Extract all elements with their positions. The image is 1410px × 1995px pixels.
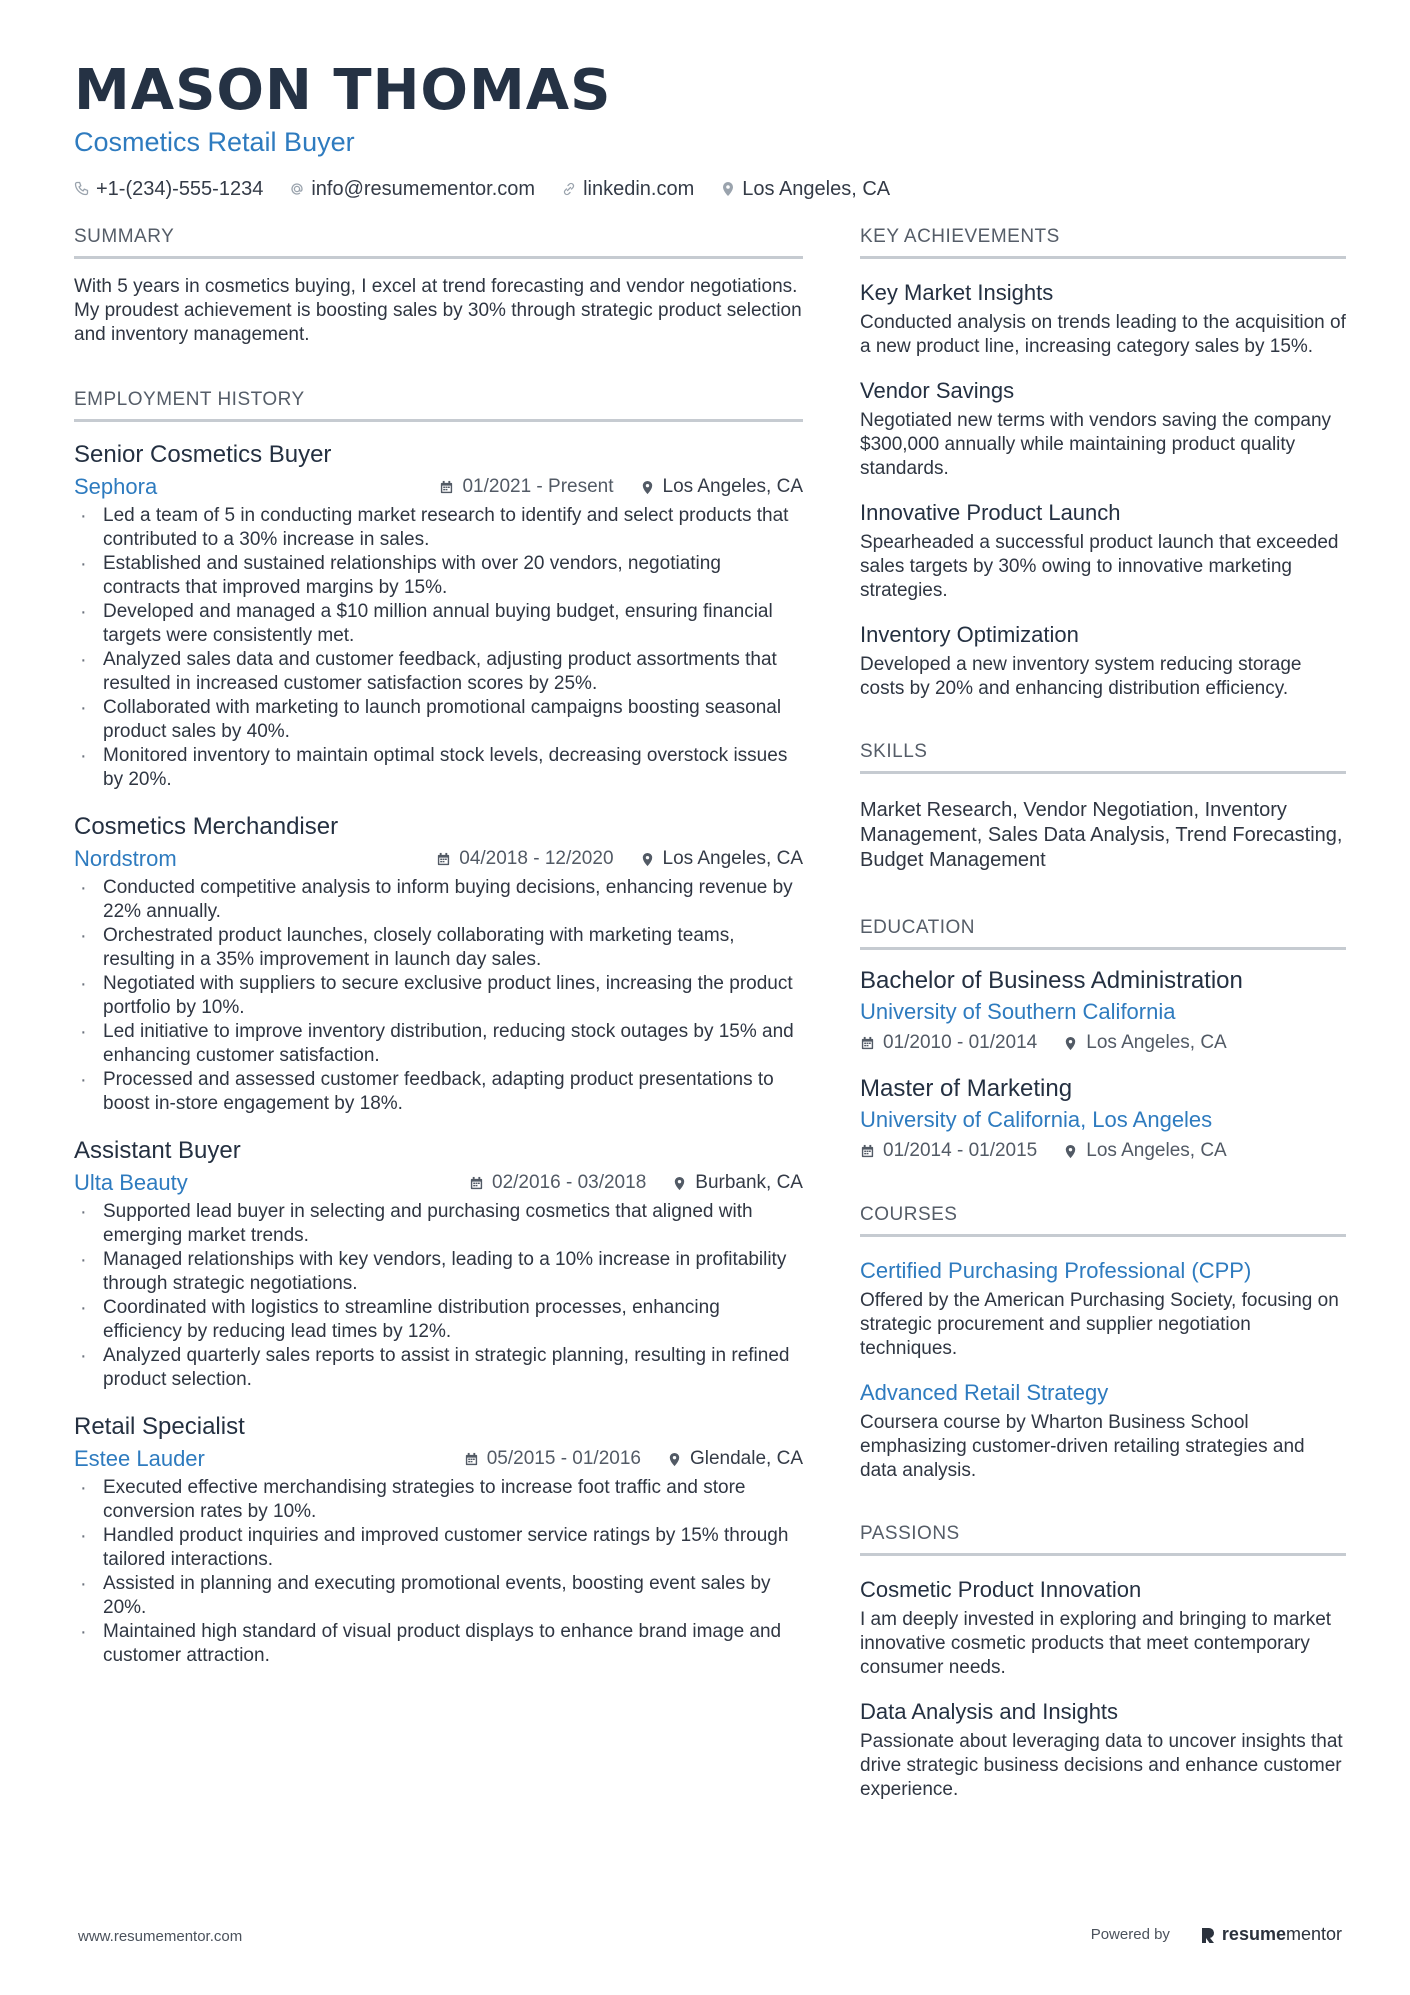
location-text: Burbank, CA	[695, 1172, 803, 1193]
course-list	[860, 1257, 1346, 1483]
job-dates	[464, 1446, 641, 1472]
passion-list	[860, 1576, 1346, 1802]
section-title: PASSIONS	[860, 1523, 1346, 1556]
location-text: Los Angeles, CA	[1086, 1140, 1227, 1161]
achievement-desc: Conducted analysis on trends leading to the acquisition of a new product line, increasing category sales by 15%.	[860, 312, 1346, 357]
location-text: Los Angeles, CA	[662, 476, 803, 497]
section-title: EMPLOYMENT HISTORY	[74, 389, 803, 422]
section-title: SKILLS	[860, 741, 1346, 774]
achievement-title: Innovative Product Launch	[860, 500, 1121, 525]
achievements-section	[860, 226, 1346, 701]
contact-phone	[74, 176, 263, 202]
education-list	[860, 966, 1346, 1164]
achievement-item	[860, 279, 1346, 359]
calendar-icon	[469, 1176, 484, 1191]
brand-mark-icon	[1200, 1926, 1216, 1944]
map-pin-icon	[1063, 1036, 1078, 1051]
school-name: University of California, Los Angeles	[860, 1107, 1213, 1132]
contact-email[interactable]	[289, 176, 535, 202]
education-meta	[860, 1030, 1346, 1056]
location-text: Los Angeles, CA	[1086, 1032, 1227, 1053]
map-pin-icon	[720, 181, 736, 197]
achievement-list	[860, 279, 1346, 701]
calendar-icon	[439, 480, 454, 495]
degree-title: Bachelor of Business Administration	[860, 967, 1243, 994]
resume-header	[74, 58, 1344, 202]
calendar-icon	[464, 1452, 479, 1467]
bullet-item: · Led a team of 5 in conducting market research to identify and select products that contributed to a 30% increase in sales.	[74, 504, 803, 552]
linkedin-link[interactable]: linkedin.com	[583, 178, 695, 200]
company-name: Nordstrom	[74, 846, 177, 871]
section-title: SUMMARY	[74, 226, 803, 259]
job-meta	[74, 1170, 803, 1196]
candidate-name: MASON THOMAS	[74, 58, 612, 123]
job-bullets	[74, 504, 803, 792]
course-desc: Offered by the American Purchasing Society, focusing on strategic procurement and supplier negotiation techniques.	[860, 1290, 1339, 1359]
contact-bar	[74, 176, 1344, 202]
summary-section	[74, 226, 803, 347]
bullet-item: · Executed effective merchandising strategies to increase foot traffic and store conversion rates by 10%.	[74, 1476, 803, 1524]
section-title: KEY ACHIEVEMENTS	[860, 226, 1346, 259]
bullet-item: · Led initiative to improve inventory distribution, reducing stock outages by 15% and enhancing customer satisfaction.	[74, 1020, 803, 1068]
job-dates	[469, 1170, 646, 1196]
contact-location	[720, 176, 890, 202]
company-name: Sephora	[74, 474, 158, 499]
job-title: Assistant Buyer	[74, 1137, 241, 1164]
course-title: Advanced Retail Strategy	[860, 1380, 1109, 1405]
bullet-item: · Monitored inventory to maintain optimal stock levels, decreasing overstock issues by 20%.	[74, 744, 803, 792]
education-dates	[860, 1030, 1037, 1056]
job-location	[640, 846, 803, 872]
achievement-title: Key Market Insights	[860, 280, 1054, 305]
contact-linkedin[interactable]	[561, 176, 694, 202]
job-bullets	[74, 1200, 803, 1392]
education-location	[1063, 1030, 1226, 1056]
bullet-item: · Supported lead buyer in selecting and purchasing cosmetics that aligned with emerging market trends.	[74, 1200, 803, 1248]
degree-title: Master of Marketing	[860, 1075, 1073, 1102]
passion-desc: I am deeply invested in exploring and bringing to market innovative cosmetic products that meet contemporary consumer needs.	[860, 1609, 1332, 1678]
courses-section	[860, 1204, 1346, 1483]
map-pin-icon	[640, 852, 655, 867]
bullet-item: · Negotiated with suppliers to secure exclusive product lines, increasing the product portfolio by 10%.	[74, 972, 803, 1020]
brand-logo[interactable]	[1200, 1924, 1342, 1945]
job-entry	[74, 1136, 803, 1392]
passion-title: Cosmetic Product Innovation	[860, 1577, 1142, 1602]
bullet-item: · Handled product inquiries and improved customer service ratings by 15% through tailored interactions.	[74, 1524, 803, 1572]
school-name: University of Southern California	[860, 999, 1176, 1024]
dates-text: 01/2014 - 01/2015	[883, 1140, 1038, 1161]
candidate-title: Cosmetics Retail Buyer	[74, 127, 355, 157]
right-column	[860, 226, 1346, 1802]
education-section	[860, 917, 1346, 1164]
education-item	[860, 1074, 1346, 1164]
company-name: Ulta Beauty	[74, 1170, 188, 1195]
left-column	[74, 226, 803, 1668]
job-list	[74, 440, 803, 1668]
passion-title: Data Analysis and Insights	[860, 1699, 1119, 1724]
map-pin-icon	[1063, 1144, 1078, 1159]
job-bullets	[74, 1476, 803, 1668]
achievement-item	[860, 499, 1346, 603]
bullet-item: · Analyzed quarterly sales reports to assist in strategic planning, resulting in refined product selection.	[74, 1344, 803, 1392]
achievement-title: Inventory Optimization	[860, 622, 1079, 647]
phone-icon	[74, 181, 90, 197]
passion-item	[860, 1576, 1346, 1680]
map-pin-icon	[672, 1176, 687, 1191]
bullet-item: · Collaborated with marketing to launch promotional campaigns boosting seasonal product sales by 40%.	[74, 696, 803, 744]
job-meta	[74, 1446, 803, 1472]
job-bullets	[74, 876, 803, 1116]
course-item	[860, 1379, 1346, 1483]
bullet-item: · Managed relationships with key vendors, leading to a 10% increase in profitability through strategic negotiations.	[74, 1248, 803, 1296]
job-title: Cosmetics Merchandiser	[74, 813, 339, 840]
bullet-item: · Processed and assessed customer feedback, adapting product presentations to boost in-store engagement by 18%.	[74, 1068, 803, 1116]
education-item	[860, 966, 1346, 1056]
link-icon	[561, 181, 577, 197]
education-location	[1063, 1138, 1226, 1164]
job-meta	[74, 846, 803, 872]
email-link[interactable]: info@resumementor.com	[311, 178, 536, 200]
bullet-item: · Developed and managed a $10 million annual buying budget, ensuring financial targets were consistently met.	[74, 600, 803, 648]
calendar-icon	[860, 1144, 875, 1159]
bullet-item: · Conducted competitive analysis to inform buying decisions, enhancing revenue by 22% annually.	[74, 876, 803, 924]
footer-branding	[1091, 1924, 1342, 1945]
education-dates	[860, 1138, 1037, 1164]
job-title: Senior Cosmetics Buyer	[74, 441, 332, 468]
course-item	[860, 1257, 1346, 1361]
powered-by-text: Powered by	[1090, 1926, 1170, 1943]
at-icon	[289, 181, 305, 197]
dates-text: 04/2018 - 12/2020	[459, 848, 614, 869]
skills-text: Market Research, Vendor Negotiation, Inventory Management, Sales Data Analysis, Trend Forecasting, Budget Management	[860, 799, 1343, 871]
passion-item	[860, 1698, 1346, 1802]
job-location	[667, 1446, 803, 1472]
job-entry	[74, 1412, 803, 1668]
achievement-desc: Developed a new inventory system reducing storage costs by 20% and enhancing distribution efficiency.	[860, 654, 1302, 699]
company-name: Estee Lauder	[74, 1446, 205, 1471]
dates-text: 01/2010 - 01/2014	[883, 1032, 1038, 1053]
job-location	[672, 1170, 803, 1196]
dates-text: 02/2016 - 03/2018	[492, 1172, 647, 1193]
location-text: Los Angeles, CA	[742, 178, 891, 200]
map-pin-icon	[667, 1452, 682, 1467]
bullet-item: · Maintained high standard of visual product displays to enhance brand image and customer attraction.	[74, 1620, 803, 1668]
bullet-item: · Established and sustained relationships with over 20 vendors, negotiating contracts that improved margins by 15%.	[74, 552, 803, 600]
job-location	[640, 474, 803, 500]
achievement-item	[860, 377, 1346, 481]
section-title: COURSES	[860, 1204, 1346, 1237]
map-pin-icon	[640, 480, 655, 495]
passions-section	[860, 1523, 1346, 1802]
bullet-item: · Orchestrated product launches, closely collaborating with marketing teams, resulting in a 35% improvement in launch day sales.	[74, 924, 803, 972]
dates-text: 05/2015 - 01/2016	[486, 1448, 641, 1469]
skills-section	[860, 741, 1346, 873]
bullet-item: · Coordinated with logistics to streamline distribution processes, enhancing efficiency by reducing lead times by 12%.	[74, 1296, 803, 1344]
bullet-item: · Assisted in planning and executing promotional events, boosting event sales by 20%.	[74, 1572, 803, 1620]
achievement-desc: Negotiated new terms with vendors saving the company $300,000 annually while maintaining product quality standards.	[860, 410, 1332, 479]
dates-text: 01/2021 - Present	[462, 476, 614, 497]
achievement-desc: Spearheaded a successful product launch that exceeded sales targets by 30% owing to innovative marketing strategies.	[860, 532, 1339, 601]
job-entry	[74, 812, 803, 1116]
achievement-item	[860, 621, 1346, 701]
brand-text-a: resume	[1221, 1924, 1286, 1944]
brand-text-b: mentor	[1285, 1924, 1342, 1944]
achievement-title: Vendor Savings	[860, 378, 1015, 403]
job-title: Retail Specialist	[74, 1413, 245, 1440]
job-meta	[74, 474, 803, 500]
employment-section	[74, 389, 803, 1668]
footer-website[interactable]: www.resumementor.com	[78, 1928, 243, 1945]
phone-text: +1-(234)-555-1234	[96, 178, 264, 200]
section-title: EDUCATION	[860, 917, 1346, 950]
calendar-icon	[436, 852, 451, 867]
location-text: Glendale, CA	[689, 1448, 803, 1469]
passion-desc: Passionate about leveraging data to uncover insights that drive strategic business decisions and enhance customer experience.	[860, 1731, 1343, 1800]
location-text: Los Angeles, CA	[662, 848, 803, 869]
job-dates	[436, 846, 613, 872]
job-dates	[439, 474, 613, 500]
course-desc: Coursera course by Wharton Business School emphasizing customer-driven retailing strategies and data analysis.	[860, 1412, 1305, 1481]
job-entry	[74, 440, 803, 792]
summary-text: With 5 years in cosmetics buying, I excel at trend forecasting and vendor negotiations. My proudest achievement is boosting sales by 30% through strategic product selection and inventory management.	[74, 276, 802, 345]
bullet-item: · Analyzed sales data and customer feedback, adjusting product assortments that resulted in increased customer satisfaction scores by 25%.	[74, 648, 803, 696]
course-title: Certified Purchasing Professional (CPP)	[860, 1258, 1252, 1283]
calendar-icon	[860, 1036, 875, 1051]
education-meta	[860, 1138, 1346, 1164]
